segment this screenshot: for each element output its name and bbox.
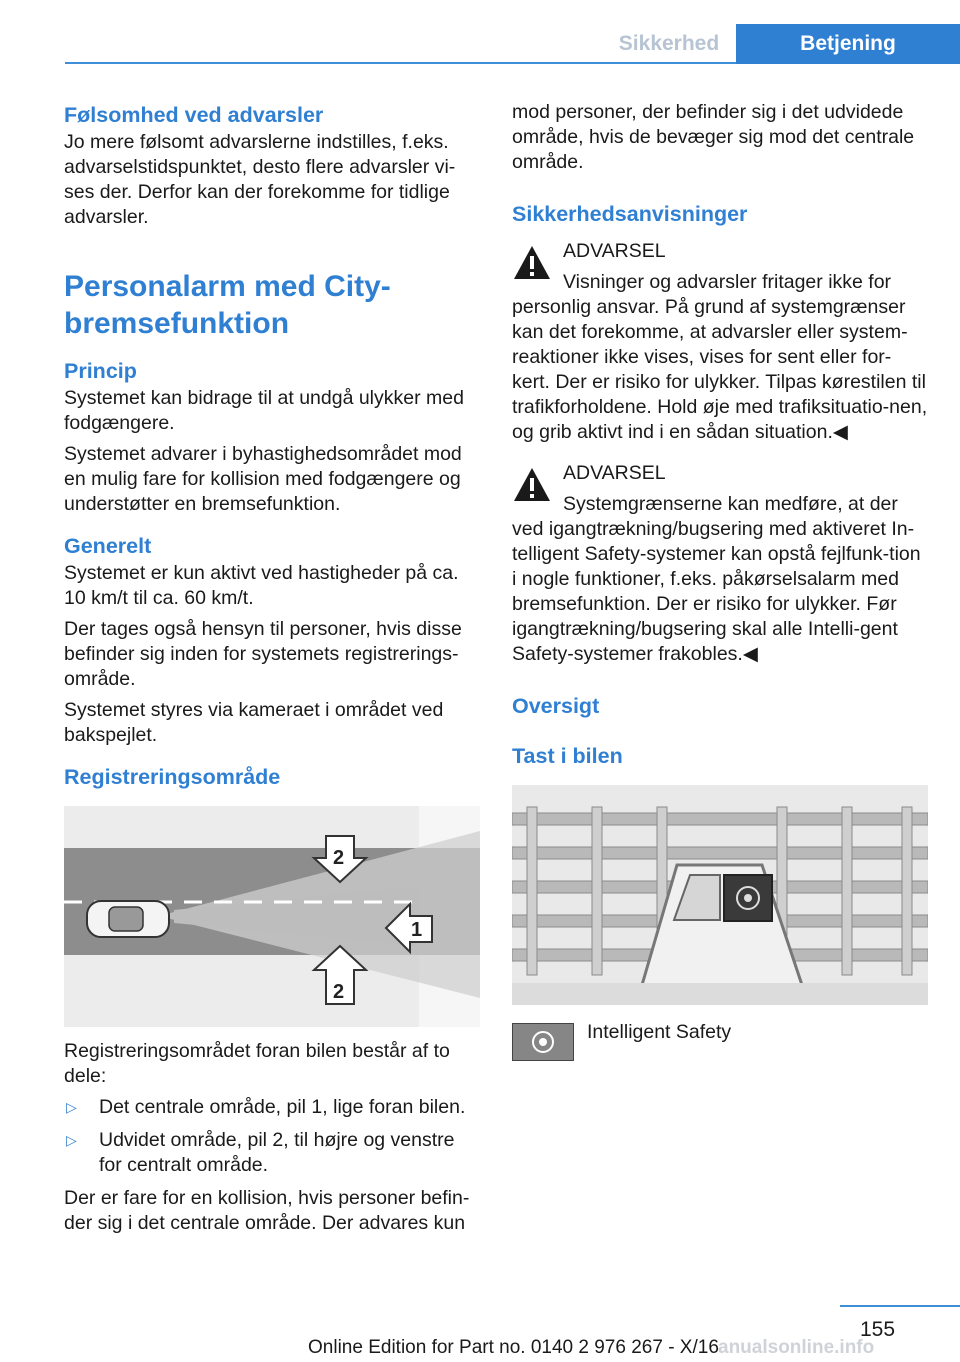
list-item xyxy=(64,1128,482,1178)
footer-edition: Online Edition for Part no. 0140 2 976 267 - X/16 xyxy=(308,1337,719,1358)
text-danger: Der er fare for en kollision, hvis personer befin-der sig i det centrale område. Der advares kun xyxy=(64,1187,470,1234)
heading-sensitivity: Følsomhed ved advarsler xyxy=(64,103,324,127)
text-principle-1: Systemet kan bidrage til at undgå ulykker med fodgængere. xyxy=(64,387,464,434)
list-item-text: Udvidet område, pil 2, til højre og venstre for centralt område. xyxy=(99,1129,455,1176)
area-list xyxy=(64,1095,482,1178)
warning-1 xyxy=(512,239,928,445)
bullet-triangle-icon: ▷ xyxy=(66,1099,77,1115)
warning-2-title: ADVARSEL xyxy=(563,462,666,484)
left-column xyxy=(64,100,482,1242)
warning-1-text: Visninger og advarsler fritager ikke for personlig ansvar. På grund af systemgrænser kan det forekomme, at advarsler eller system-reaktioner ikke vises, vises for sent eller for-kert. Der er risiko for ulykker. Tilpas kørestilen til trafikforholdene. Hold øje med trafiksituatio-nen, og grib aktivt ind i en sådan situation.◀ xyxy=(512,271,928,443)
arrow-label-central: 1 xyxy=(411,919,423,941)
detection-area-diagram xyxy=(64,806,480,1027)
text-continued: mod personer, der befinder sig i det udvidede område, hvis de bevæger sig mod det centrale område. xyxy=(512,101,915,173)
watermark: anualsonline.info xyxy=(718,1337,875,1358)
legend-label: Intelligent Safety xyxy=(587,1020,732,1043)
heading-button-in-car: Tast i bilen xyxy=(512,744,623,768)
car-icon xyxy=(87,901,169,937)
page-title: Personalarm med City-bremsefunktion xyxy=(64,270,391,340)
text-principle-2: Systemet advarer i byhastighedsområdet mod en mulig fare for kollision med fodgængere og understøtter en bremsefunktion. xyxy=(64,443,462,515)
bullet-triangle-icon: ▷ xyxy=(66,1132,77,1148)
text-sensitivity: Jo mere følsomt advarslerne indstilles, f.eks. advarselstidspunktet, desto flere advarsler vi-ses der. Derfor kan der forekomme for tidlige advarsler. xyxy=(64,131,456,228)
tab-safety[interactable]: Sikkerhed xyxy=(618,32,720,55)
page-number: 155 xyxy=(860,1318,896,1341)
warning-triangle-icon xyxy=(512,465,552,505)
warning-triangle-icon xyxy=(512,243,552,283)
arrow-label-bottom: 2 xyxy=(333,981,345,1003)
text-area-intro: Registreringsområdet foran bilen består af to dele: xyxy=(64,1040,450,1087)
heading-general: Generelt xyxy=(64,534,152,558)
text-general-1: Systemet er kun aktivt ved hastigheder på ca. 10 km/t til ca. 60 km/t. xyxy=(64,562,459,609)
list-item xyxy=(64,1095,482,1120)
heading-safety-notes: Sikkerhedsanvisninger xyxy=(512,202,748,226)
intelligent-safety-button-icon xyxy=(512,1023,574,1061)
car-button-photo xyxy=(512,785,928,1005)
right-column xyxy=(512,100,928,1061)
tab-operation[interactable]: Betjening xyxy=(736,24,960,64)
warning-2 xyxy=(512,461,928,667)
heading-principle: Princip xyxy=(64,359,137,383)
heading-detection-area: Registreringsområde xyxy=(64,765,281,789)
text-general-3: Systemet styres via kameraet i området ved bakspejlet. xyxy=(64,699,444,746)
arrow-label-top: 2 xyxy=(333,847,345,869)
footer-rule xyxy=(840,1305,960,1307)
warning-1-title: ADVARSEL xyxy=(563,240,666,262)
intelligent-safety-icon xyxy=(530,1029,556,1055)
text-general-2: Der tages også hensyn til personer, hvis disse befinder sig inden for systemets registrerings-område. xyxy=(64,618,462,690)
heading-overview: Oversigt xyxy=(512,694,600,718)
list-item-text: Det centrale område, pil 1, lige foran bilen. xyxy=(99,1096,466,1118)
warning-2-text: Systemgrænserne kan medføre, at der ved igangtrækning/bugsering med aktiveret In-telligent Safety-systemer kan opstå fejlfunk-tion i nogle funktioner, f.eks. påkørselsalarm med bremsefunktion. Der er risiko for ulykker. Før igangtrækning/bugsering skal alle Intelli-gent Safety-systemer frakobles.◀ xyxy=(512,493,921,665)
legend-intelligent-safety xyxy=(512,1020,928,1061)
